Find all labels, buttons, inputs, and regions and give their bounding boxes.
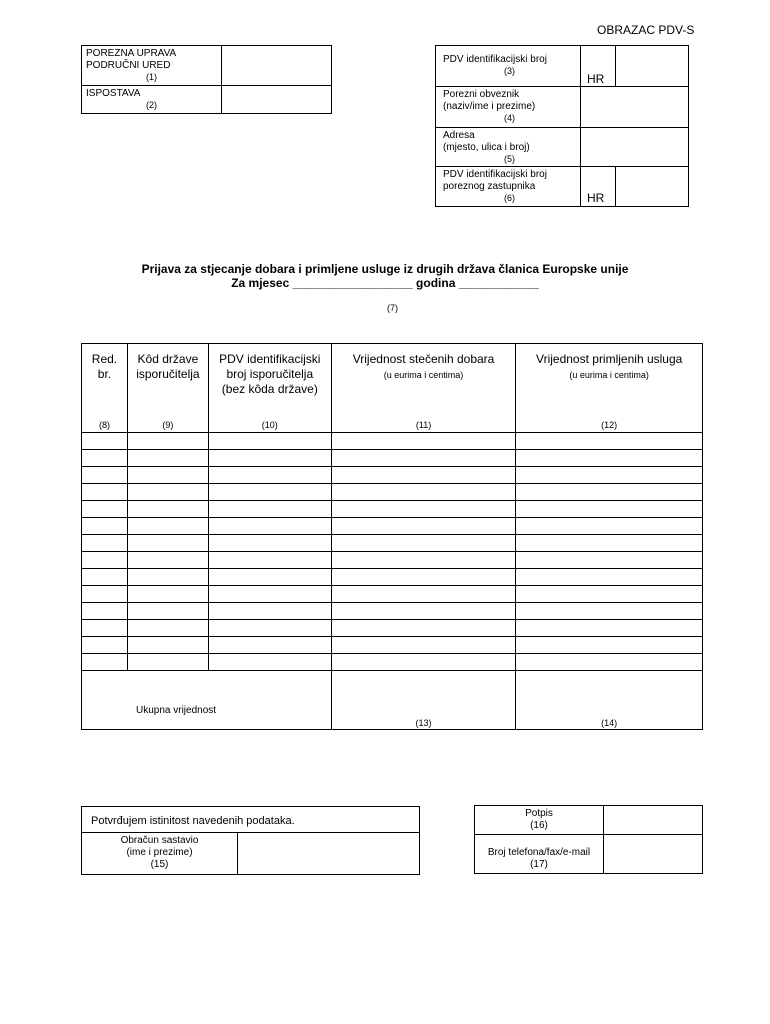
table-row <box>82 433 703 450</box>
table-cell-supplier-vat-id[interactable] <box>208 603 331 620</box>
table-cell-goods-value[interactable] <box>331 518 516 535</box>
table-cell-supplier-vat-id[interactable] <box>208 654 331 671</box>
header-goods-value <box>331 344 516 433</box>
form-title-line1: Prijava za stjecanje dobara i primljene usluge iz drugih država članica Europske unije <box>141 262 629 276</box>
table-cell-goods-value[interactable] <box>331 535 516 552</box>
header-services-value <box>516 344 703 433</box>
header-num: (12) <box>601 420 618 430</box>
table-cell-services-value[interactable] <box>516 484 703 501</box>
confirmation-cell <box>82 807 420 833</box>
compiler-label: Obračun sastavio (ime i prezime) <box>120 835 199 858</box>
address-num: (5) <box>504 154 515 164</box>
header-label: Kôd države isporučitelja <box>136 352 200 381</box>
header-supplier-country-code <box>127 344 208 433</box>
table-cell-goods-value[interactable] <box>331 467 516 484</box>
compiler-field[interactable] <box>238 833 420 875</box>
taxpayer-num: (4) <box>504 113 515 123</box>
table-cell-row-number[interactable] <box>82 535 128 552</box>
branch-label: ISPOSTAVA <box>86 88 141 99</box>
table-cell-supplier-country-code[interactable] <box>127 586 208 603</box>
rep-vat-prefix: HR <box>587 191 605 205</box>
table-cell-services-value[interactable] <box>516 501 703 518</box>
signature-box <box>474 805 703 874</box>
rep-vat-label-cell <box>436 167 581 207</box>
table-row <box>82 620 703 637</box>
table-cell-supplier-country-code[interactable] <box>127 518 208 535</box>
table-cell-row-number[interactable] <box>82 637 128 654</box>
taxpayer-label-cell <box>436 87 581 128</box>
table-cell-supplier-country-code[interactable] <box>127 603 208 620</box>
table-cell-goods-value[interactable] <box>331 603 516 620</box>
rep-vat-field[interactable] <box>616 167 689 207</box>
vat-id-prefix: HR <box>587 72 605 86</box>
table-cell-supplier-country-code[interactable] <box>127 620 208 637</box>
header-num: (8) <box>98 420 110 430</box>
table-cell-services-value[interactable] <box>516 535 703 552</box>
table-cell-row-number[interactable] <box>82 603 128 620</box>
tax-office-label: POREZNA UPRAVA PODRUČNI URED <box>86 48 177 71</box>
form-code: OBRAZAC PDV-S <box>597 23 695 37</box>
total-goods-cell[interactable] <box>331 671 516 730</box>
form-title-period: Za mjesec __________________ godina ____________ <box>231 276 539 290</box>
header-num: (10) <box>261 420 278 430</box>
vat-id-field[interactable] <box>616 46 689 87</box>
table-cell-supplier-vat-id[interactable] <box>208 433 331 450</box>
table-cell-supplier-country-code[interactable] <box>127 433 208 450</box>
vat-id-num: (3) <box>504 66 515 76</box>
table-cell-supplier-country-code[interactable] <box>127 637 208 654</box>
table-cell-services-value[interactable] <box>516 467 703 484</box>
table-cell-supplier-vat-id[interactable] <box>208 552 331 569</box>
table-cell-goods-value[interactable] <box>331 450 516 467</box>
table-cell-services-value[interactable] <box>516 586 703 603</box>
contact-label: Broj telefona/fax/e-mail <box>487 847 591 858</box>
table-cell-supplier-country-code[interactable] <box>127 484 208 501</box>
acquisitions-table <box>81 343 703 730</box>
table-cell-supplier-country-code[interactable] <box>127 654 208 671</box>
table-cell-goods-value[interactable] <box>331 552 516 569</box>
table-row <box>82 535 703 552</box>
table-cell-supplier-vat-id[interactable] <box>208 637 331 654</box>
table-cell-row-number[interactable] <box>82 484 128 501</box>
table-cell-goods-value[interactable] <box>331 433 516 450</box>
total-services-num: (14) <box>601 718 618 728</box>
taxpayer-label: Porezni obveznik (naziv/ime i prezime) <box>443 89 536 112</box>
total-label-cell <box>82 671 332 730</box>
table-row <box>82 654 703 671</box>
header-sub-label: (u eurima i centima) <box>569 370 649 380</box>
table-cell-supplier-country-code[interactable] <box>127 450 208 467</box>
table-cell-goods-value[interactable] <box>331 501 516 518</box>
table-cell-row-number[interactable] <box>82 518 128 535</box>
branch-label-cell <box>82 86 222 114</box>
vat-id-label-cell <box>436 46 581 87</box>
compiler-label-cell <box>82 833 238 875</box>
total-services-cell[interactable] <box>516 671 703 730</box>
signature-num: (16) <box>530 820 548 831</box>
rep-vat-num: (6) <box>504 193 515 203</box>
header-row-number <box>82 344 128 433</box>
tax-office-label-cell <box>82 46 222 86</box>
table-row <box>82 518 703 535</box>
table-row <box>82 501 703 518</box>
form-title-num: (7) <box>387 303 398 313</box>
table-cell-goods-value[interactable] <box>331 484 516 501</box>
table-cell-row-number[interactable] <box>82 654 128 671</box>
table-cell-supplier-country-code[interactable] <box>127 467 208 484</box>
tax-office-box <box>81 45 332 114</box>
table-cell-supplier-vat-id[interactable] <box>208 450 331 467</box>
total-row <box>82 671 703 730</box>
table-cell-supplier-vat-id[interactable] <box>208 484 331 501</box>
rep-vat-prefix-cell <box>581 167 616 207</box>
total-label: Ukupna vrijednost <box>136 705 217 716</box>
confirmation-box <box>81 806 420 875</box>
table-cell-row-number[interactable] <box>82 552 128 569</box>
branch-num: (2) <box>146 100 157 110</box>
table-header-row <box>82 344 703 433</box>
signature-field[interactable] <box>604 806 703 835</box>
table-cell-services-value[interactable] <box>516 569 703 586</box>
contact-field[interactable] <box>604 835 703 874</box>
header-label: Red. br. <box>91 352 118 381</box>
form-title <box>0 262 770 290</box>
table-cell-services-value[interactable] <box>516 433 703 450</box>
header-num: (9) <box>162 420 174 430</box>
table-cell-supplier-country-code[interactable] <box>127 535 208 552</box>
table-row <box>82 552 703 569</box>
header-label: Vrijednost stečenih dobara <box>352 352 495 366</box>
table-cell-services-value[interactable] <box>516 603 703 620</box>
table-cell-services-value[interactable] <box>516 637 703 654</box>
table-cell-supplier-vat-id[interactable] <box>208 569 331 586</box>
table-cell-goods-value[interactable] <box>331 586 516 603</box>
table-cell-row-number[interactable] <box>82 620 128 637</box>
table-cell-row-number[interactable] <box>82 569 128 586</box>
header-sub-label: (u eurima i centima) <box>383 370 464 380</box>
header-supplier-vat-id <box>208 344 331 433</box>
confirmation-text: Potvrđujem istinitost navedenih podataka. <box>91 814 295 827</box>
table-cell-services-value[interactable] <box>516 450 703 467</box>
tax-office-num: (1) <box>146 72 157 82</box>
table-row <box>82 637 703 654</box>
header-num: (11) <box>415 420 432 430</box>
table-cell-supplier-country-code[interactable] <box>127 552 208 569</box>
signature-label: Potpis <box>525 808 553 819</box>
total-goods-num: (13) <box>415 718 432 728</box>
contact-num: (17) <box>530 859 548 870</box>
vat-id-label: PDV identifikacijski broj <box>443 54 547 65</box>
address-field[interactable] <box>581 128 689 167</box>
table-cell-goods-value[interactable] <box>331 620 516 637</box>
table-cell-supplier-vat-id[interactable] <box>208 518 331 535</box>
table-row <box>82 467 703 484</box>
table-cell-supplier-vat-id[interactable] <box>208 620 331 637</box>
signature-label-cell <box>475 806 604 835</box>
table-cell-row-number[interactable] <box>82 467 128 484</box>
table-cell-row-number[interactable] <box>82 586 128 603</box>
table-cell-row-number[interactable] <box>82 501 128 518</box>
table-cell-services-value[interactable] <box>516 518 703 535</box>
table-row <box>82 586 703 603</box>
address-label-cell <box>436 128 581 167</box>
table-cell-services-value[interactable] <box>516 654 703 671</box>
contact-label-cell <box>475 835 604 874</box>
taxpayer-field[interactable] <box>581 87 689 128</box>
table-row <box>82 569 703 586</box>
table-cell-goods-value[interactable] <box>331 654 516 671</box>
table-cell-supplier-vat-id[interactable] <box>208 501 331 518</box>
branch-field[interactable] <box>222 86 332 114</box>
table-cell-row-number[interactable] <box>82 433 128 450</box>
table-cell-services-value[interactable] <box>516 552 703 569</box>
table-row <box>82 484 703 501</box>
table-cell-goods-value[interactable] <box>331 569 516 586</box>
vat-id-prefix-cell <box>581 46 616 87</box>
table-cell-services-value[interactable] <box>516 620 703 637</box>
table-cell-supplier-country-code[interactable] <box>127 569 208 586</box>
table-row <box>82 603 703 620</box>
rep-vat-label: PDV identifikacijski broj poreznog zastupnika <box>443 169 547 192</box>
table-cell-goods-value[interactable] <box>331 637 516 654</box>
table-cell-supplier-vat-id[interactable] <box>208 467 331 484</box>
table-cell-supplier-vat-id[interactable] <box>208 535 331 552</box>
tax-office-field[interactable] <box>222 46 332 86</box>
address-label: Adresa (mjesto, ulica i broj) <box>443 130 530 153</box>
taxpayer-box <box>435 45 689 207</box>
header-label: PDV identifikacijski broj isporučitelja (bez kôda države) <box>219 352 321 396</box>
table-cell-row-number[interactable] <box>82 450 128 467</box>
header-label: Vrijednost primljenih usluga <box>536 352 683 366</box>
table-row <box>82 450 703 467</box>
table-cell-supplier-country-code[interactable] <box>127 501 208 518</box>
table-cell-supplier-vat-id[interactable] <box>208 586 331 603</box>
compiler-num: (15) <box>150 859 169 870</box>
